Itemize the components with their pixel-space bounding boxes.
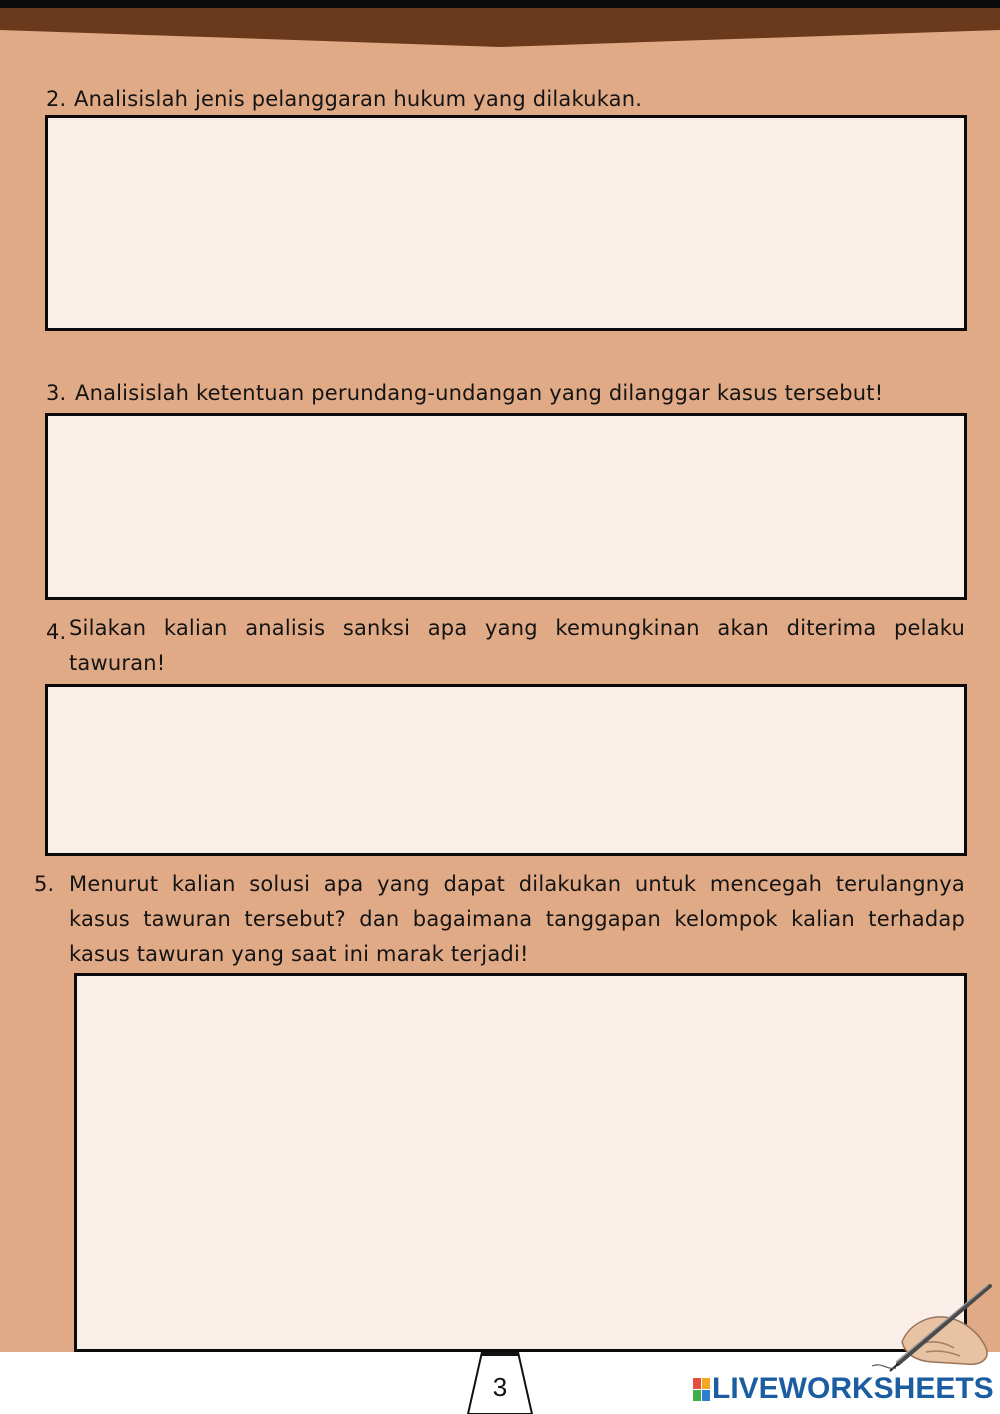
answer-box-question-3[interactable] — [45, 413, 967, 600]
question-4-line-2: tawuran! — [69, 651, 166, 675]
answer-box-question-5[interactable] — [74, 973, 967, 1352]
liveworksheets-logo-icon — [693, 1378, 710, 1402]
answer-box-question-2[interactable] — [45, 115, 967, 331]
question-3-text: Analisislah ketentuan perundang-undangan yang dilanggar kasus tersebut! — [75, 381, 884, 405]
question-3-number: 3. — [46, 381, 67, 405]
question-2-number: 2. — [46, 87, 67, 111]
question-4-number: 4. — [46, 620, 67, 644]
answer-box-question-4[interactable] — [45, 684, 967, 856]
page-number: 3 — [492, 1372, 508, 1402]
question-5-line-3: kasus tawuran yang saat ini marak terjadi! — [69, 942, 529, 966]
question-2-text: Analisislah jenis pelanggaran hukum yang dilakukan. — [74, 87, 643, 111]
header-black-strip — [0, 0, 1000, 8]
question-5-number: 5. — [34, 872, 55, 896]
question-4-line-1: Silakan kalian analisis sanksi apa yang kemungkinan akan diterima pelaku — [69, 616, 965, 640]
liveworksheets-brand[interactable]: LIVEWORKSHEETS — [712, 1372, 994, 1405]
pen-in-hand-icon — [862, 1282, 997, 1372]
question-5-line-1: Menurut kalian solusi apa yang dapat dilakukan untuk mencegah terulangnya — [69, 872, 965, 896]
question-5-line-2: kasus tawuran tersebut? dan bagaimana tanggapan kelompok kalian terhadap — [69, 907, 965, 931]
